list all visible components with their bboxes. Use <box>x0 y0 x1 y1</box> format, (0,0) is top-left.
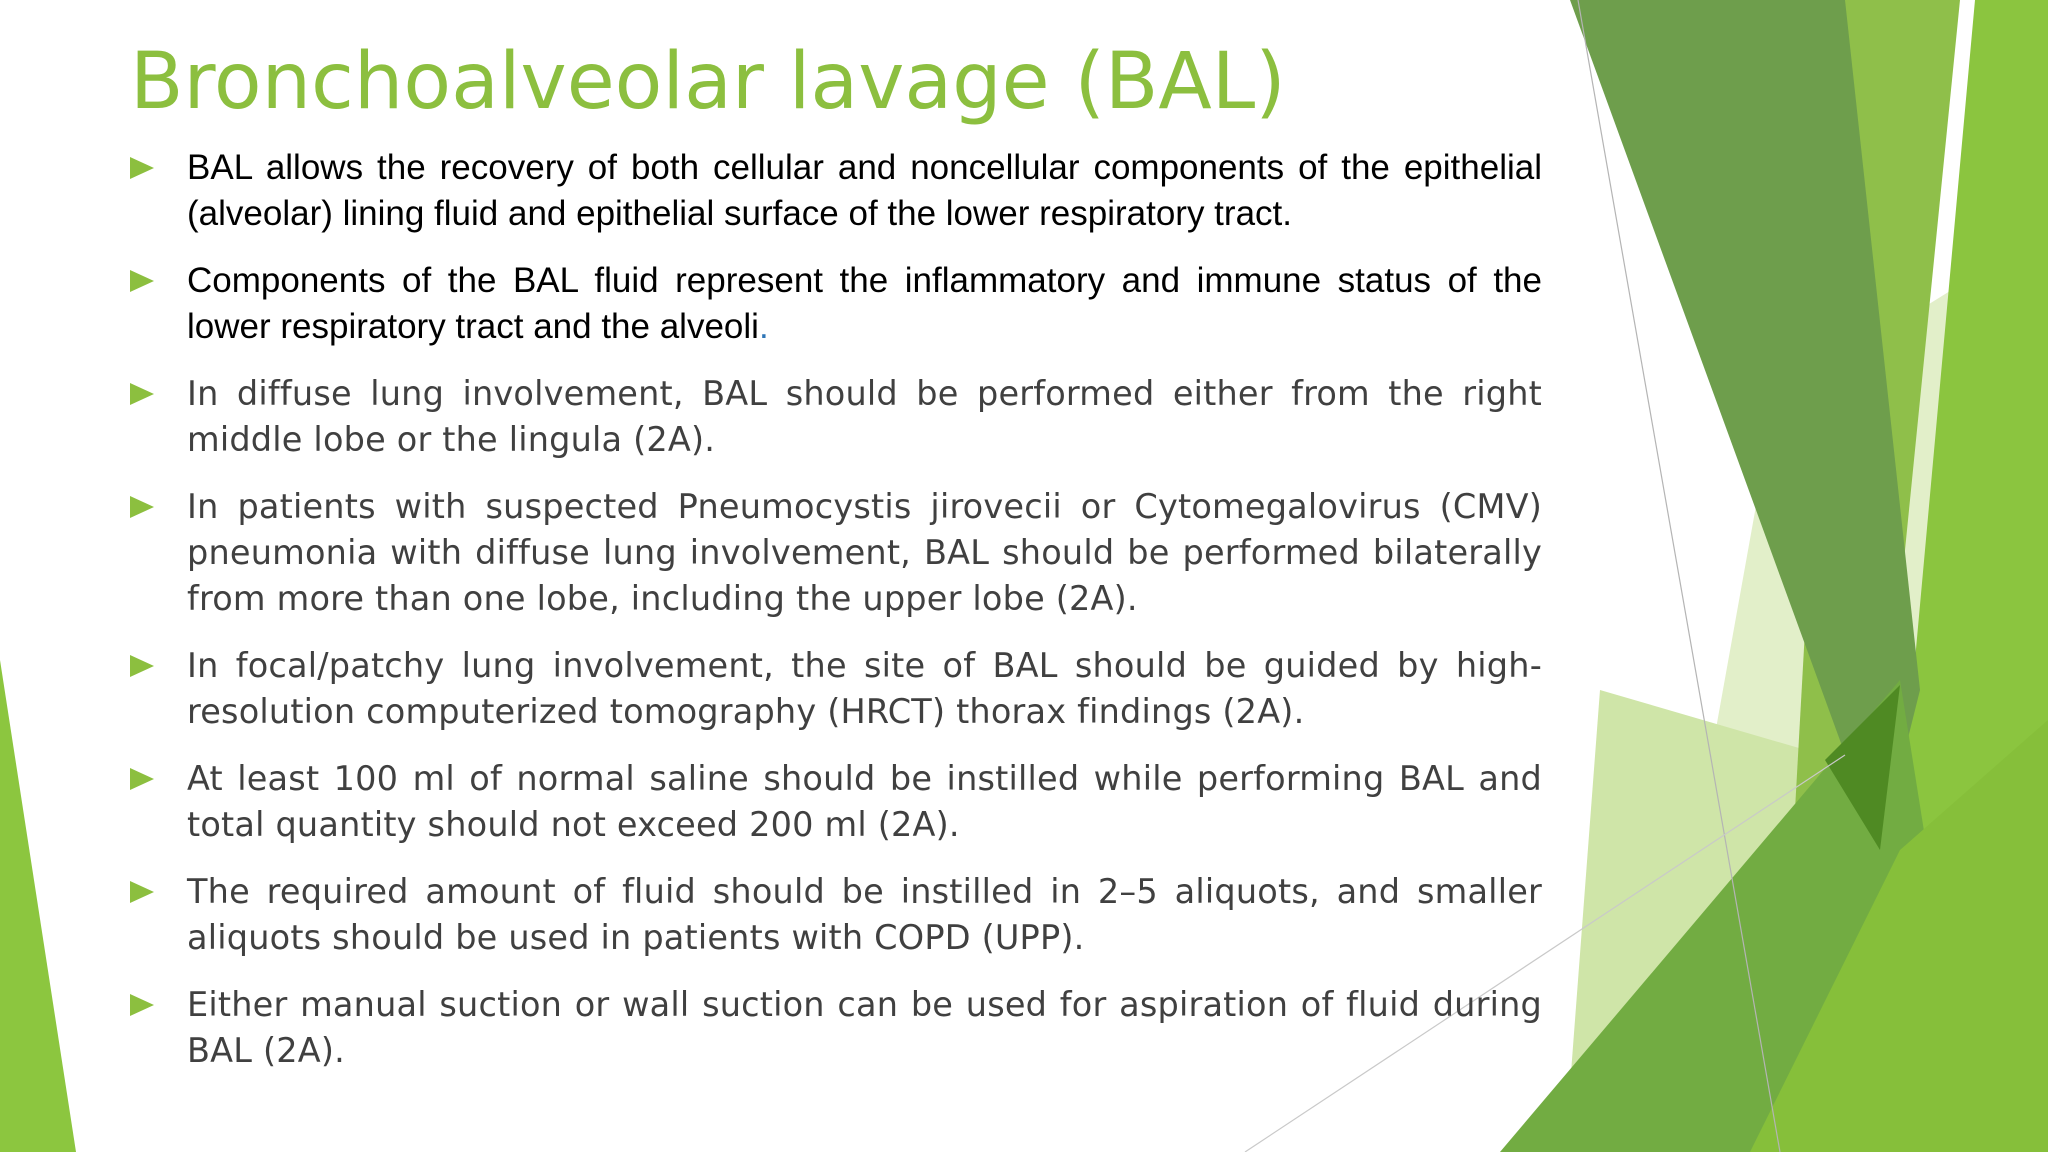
bullet-list <box>130 145 1542 1095</box>
left-green-sliver <box>0 660 76 1152</box>
bullet-item <box>130 756 1542 848</box>
bullet-text: In patients with suspected Pneumocystis jirovecii or Cytomegalovirus (CMV) pneumonia with diffuse lung involvement, BAL should be performed bilaterally from more than one lobe, including the upper lobe (2A). <box>187 487 1542 618</box>
bullet-arrow-icon <box>130 881 154 903</box>
bullet-item <box>130 643 1542 735</box>
bullet-arrow-icon <box>130 655 154 677</box>
bullet-text: At least 100 ml of normal saline should be instilled while performing BAL and total quantity should not exceed 200 ml (2A). <box>187 759 1542 844</box>
bullet-text: The required amount of fluid should be instilled in 2–5 aliquots, and smaller aliquots should be used in patients with COPD (UPP). <box>187 872 1542 957</box>
bullet-item <box>130 484 1542 622</box>
bullet-arrow-icon <box>130 496 154 518</box>
bullet-trailing-period: . <box>758 307 769 346</box>
bullet-arrow-icon <box>130 383 154 405</box>
bullet-item <box>130 258 1542 350</box>
bullet-item <box>130 869 1542 961</box>
bullet-text: In focal/patchy lung involvement, the site of BAL should be guided by high-resolution computerized tomography (HRCT) thorax findings (2A). <box>187 646 1542 731</box>
slide-title: Bronchoalveolar lavage (BAL) <box>130 37 1286 127</box>
bullet-text: Components of the BAL fluid represent the inflammatory and immune status of the lower respiratory tract and the alveoli <box>187 261 1542 346</box>
bullet-arrow-icon <box>130 768 154 790</box>
bullet-arrow-icon <box>130 157 154 179</box>
bullet-text: BAL allows the recovery of both cellular and noncellular components of the epithelial (alveolar) lining fluid and epithelial surface of the lower respiratory tract. <box>187 148 1542 233</box>
bullet-item <box>130 145 1542 237</box>
bullet-item <box>130 982 1542 1074</box>
bullet-item <box>130 371 1542 463</box>
bullet-arrow-icon <box>130 270 154 292</box>
bullet-text: Either manual suction or wall suction can be used for aspiration of fluid during BAL (2A). <box>187 985 1542 1070</box>
bullet-text: In diffuse lung involvement, BAL should be performed either from the right middle lobe or the lingula (2A). <box>187 374 1542 459</box>
bullet-arrow-icon <box>130 994 154 1016</box>
